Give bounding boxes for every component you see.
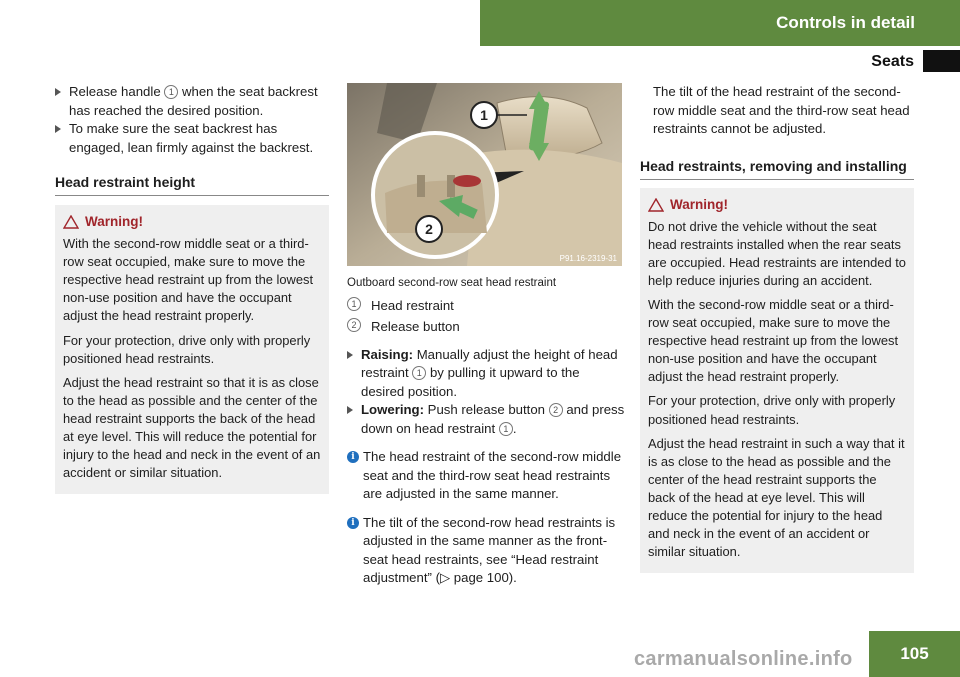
heading-head-restraint-height: Head restraint height [55,173,329,196]
left-column [55,83,329,494]
warning-title: Warning! [63,213,321,231]
heading-removing-installing: Head restraints, removing and installing [640,157,914,180]
page-ref-arrow-icon: ▷ [439,570,451,585]
warning-paragraph: Do not drive the vehicle without the seat head restraints installed when the rear seats are occupied. Head restraints are intended to help reduce injuries during an accident. [648,218,906,288]
info-icon: i [347,451,359,463]
info-note: i The tilt of the second-row head restraints is adjusted in the same manner as the front-seat head restraints, see “Head restraint adjustment” (▷ page 100). [347,514,625,588]
tilt-note: The tilt of the head restraint of the second-row middle seat and the third-row seat head restraints cannot be adjusted. [653,84,910,136]
warning-paragraph: With the second-row middle seat or a third-row seat occupied, make sure to move the respective head restraint up from the lowest non-use position and have the occupant adjust the head restraint properly. [63,236,314,324]
callout-2-label: 2 [425,221,433,237]
callout-1-label: 1 [480,107,488,123]
head-restraint-photo [347,83,622,266]
warning-paragraph: Adjust the head restraint in such a way that it is as close to the head as possible and the center of the head restraint supports the back of the head at eye level. This will reduce the potential for injury to the head and neck in the event of an accident or similar situation. [648,435,905,560]
section-title: Seats [871,53,914,70]
chapter-title: Controls in detail [776,13,915,32]
image-caption: Outboard second-row seat head restraint [347,277,557,289]
warning-title: Warning! [648,196,906,214]
instruction-release-handle: Release handle 1 when the seat backrest has reached the desired position. [55,83,329,120]
info-icon: i [347,517,359,529]
image-code: P91.16-2319-31 [559,254,617,263]
warning-paragraph: Adjust the head restraint so that it is as close to the head as possible and the center of the head restraint supports the back of the head at eye level. This will reduce the potential for injury to the head and neck in the event of an accident or similar situation. [63,374,321,481]
middle-column [347,274,625,588]
watermark: carmanualsonline.info [634,648,853,670]
instruction-raising: Raising: Manually adjust the height of head restraint 1 by pulling it upward to the desired position. [347,346,625,402]
warning-paragraph: With the second-row middle seat or a third-row seat occupied, make sure to move the respective head restraint up from the lowest non-use position and have the occupant adjust the head restraint properly. [648,296,899,385]
seat-illustration [347,83,622,266]
instruction-lowering: Lowering: Push release button 2 and press down on head restraint 1 . [347,401,625,438]
legend-item: 2 Release button [347,318,625,337]
page-number: 105 [869,631,960,677]
info-note: i The head restraint of the second-row middle seat and the third-row seat head restraints are adjusted in the same manner. [347,448,625,504]
warning-paragraph: For your protection, drive only with properly positioned head restraints. [648,393,896,427]
warning-triangle-icon [648,198,664,212]
instruction-backrest-engaged: To make sure the seat backrest has engaged, lean firmly against the backrest. [55,120,329,157]
legend-item: 1 Head restraint [347,297,625,316]
warning-box-right [640,188,914,574]
callout-number: 1 [164,85,178,99]
section-marker [923,50,960,72]
warning-paragraph: For your protection, drive only with properly positioned head restraints. [63,332,311,366]
warning-box-left [55,205,329,494]
chapter-tab [480,0,960,46]
warning-triangle-icon [63,215,79,229]
right-column [640,83,914,573]
